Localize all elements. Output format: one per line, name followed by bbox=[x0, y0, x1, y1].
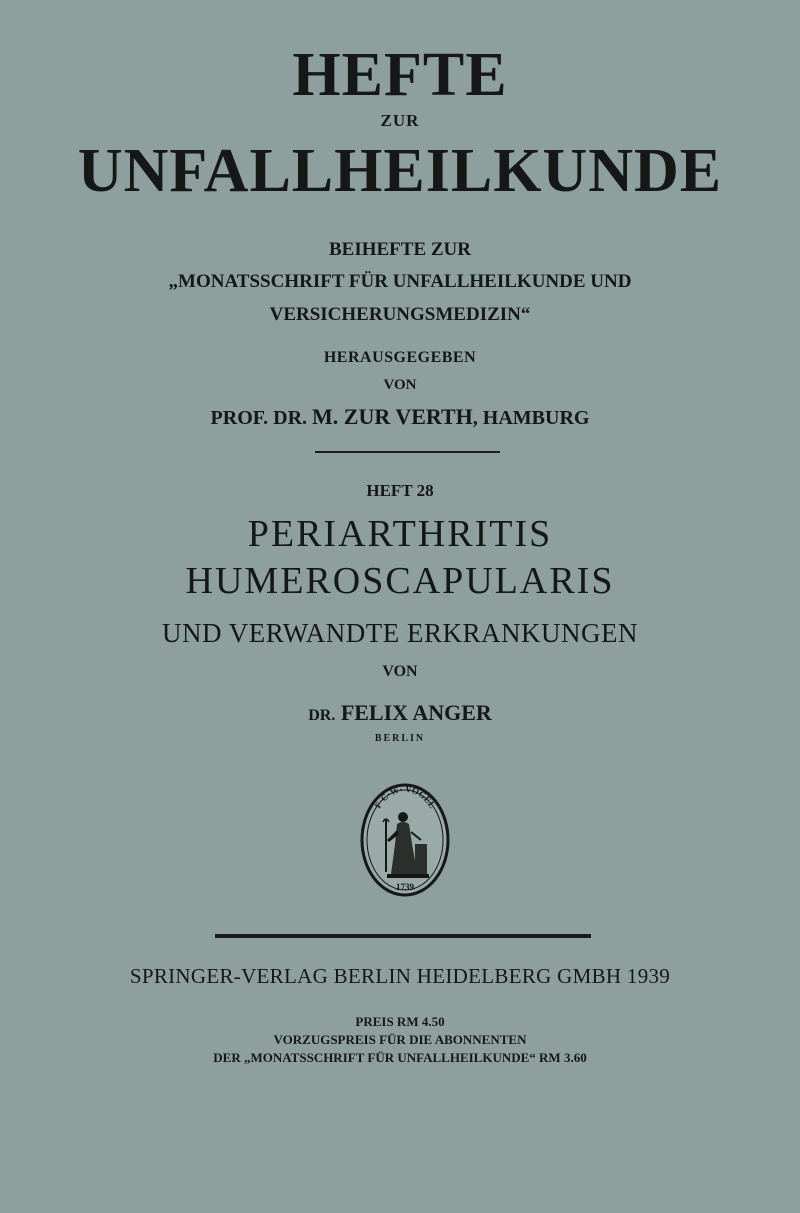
emblem-inscription: F·C·W· VOGEL bbox=[372, 783, 438, 811]
supplement-line-3: VERSICHERUNGSMEDIZIN“ bbox=[269, 304, 531, 325]
edited-by-label: HERAUSGEGEBEN bbox=[323, 349, 477, 366]
author-line bbox=[0, 702, 800, 724]
editor-name: M. ZUR VERTH bbox=[312, 404, 473, 429]
series-title-line2: UNFALLHEILKUNDE bbox=[77, 137, 723, 205]
book-title-line2: HUMEROSCAPULARIS bbox=[185, 560, 615, 602]
editor-line bbox=[0, 406, 800, 428]
price-line: PREIS RM 4.50 bbox=[355, 1014, 445, 1029]
author-prefix: DR. bbox=[308, 707, 336, 724]
editor-city: , HAMBURG bbox=[472, 407, 590, 429]
author-name: FELIX ANGER bbox=[340, 700, 492, 725]
heft-number: HEFT 28 bbox=[366, 481, 434, 500]
series-title-line1: HEFTE bbox=[292, 41, 508, 109]
divider-bottom bbox=[215, 934, 591, 938]
author-von-label: VON bbox=[382, 663, 418, 680]
publisher-emblem-icon bbox=[359, 782, 451, 898]
supplement-line-1: BEIHEFTE ZUR bbox=[328, 239, 471, 260]
price-discount-line-2: DER „MONATSSCHRIFT FÜR UNFALLHEILKUNDE“ RM 3.60 bbox=[213, 1050, 587, 1065]
price-discount-line-1: VORZUGSPREIS FÜR DIE ABONNENTEN bbox=[273, 1032, 527, 1047]
editor-prefix: PROF. DR. bbox=[210, 407, 308, 429]
divider-top bbox=[315, 451, 500, 453]
editor-von-label: VON bbox=[383, 377, 417, 393]
author-city: BERLIN bbox=[374, 733, 426, 744]
supplement-line-2: „MONATSSCHRIFT FÜR UNFALLHEILKUNDE UND bbox=[168, 271, 632, 292]
book-subtitle: UND VERWANDTE ERKRANKUNGEN bbox=[162, 618, 638, 648]
book-title-line1: PERIARTHRITIS bbox=[247, 513, 553, 555]
series-title-zur: ZUR bbox=[380, 111, 420, 130]
emblem-year: 1739 bbox=[396, 882, 414, 892]
publisher-line: SPRINGER-VERLAG BERLIN HEIDELBERG GMBH 1939 bbox=[129, 964, 671, 988]
